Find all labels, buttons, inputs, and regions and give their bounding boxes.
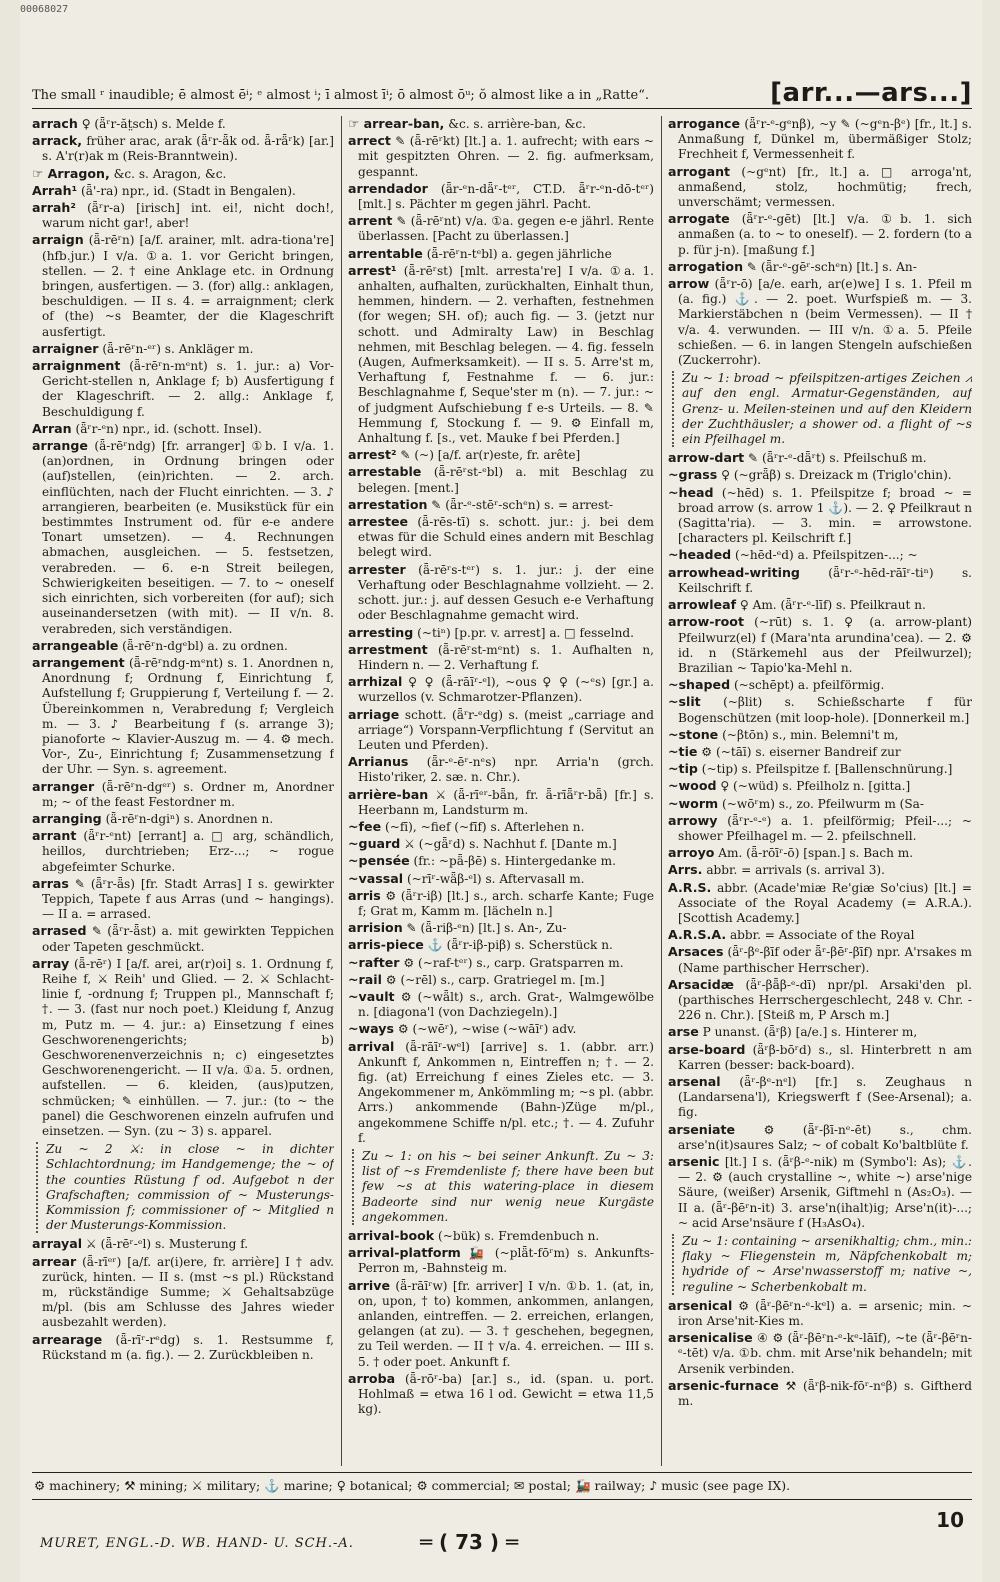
entry-definition: (ǟ-rīᵉʳ) [a/f. ar(i)ere, fr. arrière] I † adv. zurück, hinten. — II s. (mst ~s pl.) Rückstand m, rückständige Summe; ⚔ Gehaltsabzüge m/pl. (bis am Schlusse des Jahres wieder ausbezahlt werden). [42, 1254, 334, 1330]
dictionary-entry [348, 464, 654, 495]
dictionary-entry [668, 276, 972, 368]
headword: ~vault [348, 988, 395, 1004]
headword: arrect [348, 133, 391, 149]
dictionary-entry [348, 871, 654, 887]
entry-definition: (ǟ-rēʳn-dgiⁿ) s. Anordnen n. [105, 811, 274, 826]
headword: arrearage [32, 1331, 103, 1347]
entry-definition: (fr.: ~pǟ-βē) s. Hintergedanke m. [413, 854, 616, 869]
dictionary-entry [348, 562, 654, 624]
dictionary-entry [668, 211, 972, 258]
headword: arrival-book [348, 1228, 435, 1244]
entry-definition: Zu ~ 1: containing ~ arsenikhaltig; chm., min.: flaky ~ Fliegenstein m, Näpfchenkobalt m; hydride of ~ Arse'nwasserstoff m; native ~, reguline ~ Scherbenkobalt m. [682, 1234, 972, 1294]
dictionary-entry [348, 972, 654, 988]
headword: A.R.S. [668, 879, 712, 895]
entry-definition: (ǟ'-ra) npr., id. (Stadt in Bengalen). [81, 183, 296, 198]
headword: Arsaces [668, 944, 724, 960]
entry-definition: ⚙ (~tāī) s. eiserner Bandreif zur [701, 744, 901, 759]
entry-definition: (ǟʳr-a) [irisch] int. ei!, nicht doch!, warum nicht gar!, aber! [42, 201, 334, 231]
entry-definition: (~wōʳm) s., zo. Pfeilwurm m (Sa- [722, 796, 924, 811]
dictionary-entry [32, 811, 334, 827]
entry-definition: (ǟr-ᵉn-dǟʳ-tᵉʳ, CT.D. ǟʳr-ᵉn-dō-tᵉʳ) [mlt.] s. Pächter m gegen jährl. Pacht. [358, 181, 654, 212]
entry-definition: abbr. = Associate of the Royal [729, 928, 915, 943]
dictionary-entry [348, 920, 654, 936]
headword: ~tie [668, 743, 698, 759]
page-number: ═ ( 73 ) ═ [420, 1530, 519, 1554]
headword: arrowleaf [668, 597, 737, 613]
entry-definition: (ǟ-rēʳn-dgᵉbl) a. zu ordnen. [122, 638, 288, 653]
entry-definition: (ǟʳr-ᵉ-hēd-rāīʳ-tiⁿ) s. Keilschrift f. [678, 565, 972, 595]
headword: arrayal [32, 1236, 83, 1252]
entry-definition: schott. (ǟʳr-ᵉdg) s. (meist „carriage and arriage“) Vorspann-Verpflichtung f (Servitut an Leuten und Pferden). [358, 707, 654, 752]
headword: arrive [348, 1277, 390, 1293]
entry-definition: ✎ (ǟ-riβ-ᵉn) [lt.] s. An-, Zu- [406, 921, 567, 936]
headword: arsenal [668, 1073, 721, 1089]
entry-definition: &c. s. arrière-ban, &c. [448, 117, 586, 131]
dictionary-entry [668, 1122, 972, 1153]
dictionary-entry [348, 1039, 654, 1146]
dictionary-entry [348, 707, 654, 754]
column-divider [341, 116, 342, 1466]
headword: arrow-root [668, 614, 744, 630]
headword: arroba [348, 1370, 396, 1386]
headword: arsenic-furnace [668, 1377, 779, 1393]
headword: arrant [32, 828, 77, 844]
dictionary-entry [348, 989, 654, 1020]
entry-definition: Am. (ǟ-rōīʳ-ō) [span.] s. Bach m. [718, 846, 914, 861]
dictionary-entry [32, 1254, 334, 1331]
entry-definition: ⚔ (~gǟʳd) s. Nachhut f. [Dante m.] [404, 837, 617, 852]
headword: arrestment [348, 641, 428, 657]
dictionary-page [20, 0, 982, 1582]
entry-definition: (ǟʳr-ᵉ-ᵉ) a. 1. pfeilförmig; Pfeil-...; ~ shower Pfeilhagel m. — 2. pfeilschnell. [678, 813, 972, 843]
column-2 [348, 116, 654, 1466]
headword: array [32, 955, 70, 971]
entry-definition: früher arac, arak (ǟʳr-ǟk od. ǟ-rǟʳk) [ar.] s. A'r(r)ak m (Reis-Branntwein). [42, 134, 334, 164]
entry-definition: (ǟ-rēʳst-mᵉnt) s. 1. Aufhalten n, Hindern n. — 2. Verhaftung f. [358, 642, 654, 672]
headword: arras [32, 875, 69, 891]
dictionary-entry [32, 341, 334, 357]
dictionary-entry [668, 694, 972, 725]
entry-definition: ⚙ (ǟʳr-iβ) [lt.] s., arch. scharfe Kante; Fuge f; Grat m, Kamm m. [lächeln n.] [358, 888, 654, 918]
column-divider [661, 116, 662, 1466]
dictionary-entry [668, 467, 972, 483]
entry-definition: 🚂 (~plǟt-fōʳm) s. Ankunfts-Perron m, -Bahnsteig m. [358, 1246, 654, 1276]
headword: arse [668, 1024, 699, 1040]
dictionary-entry [668, 845, 972, 861]
headword: arsenic [668, 1154, 720, 1169]
dictionary-entry [348, 642, 654, 673]
entry-definition: ⚙ (~wǟlt) s., arch. Grat-, Walmgewölbe n. [diagona'l (von Dachziegeln).] [358, 989, 654, 1020]
headword: arrogant [668, 163, 731, 179]
headword: arrentable [348, 245, 423, 261]
headword: arrestation [348, 496, 428, 512]
dictionary-entry [668, 880, 972, 927]
entry-definition: (ǟ-rēs-tī) s. schott. jur.: j. bei dem etwas für die Schuld eines andern mit Beschlag belegt wird. [358, 515, 654, 560]
headword: arrhizal [348, 674, 403, 690]
dictionary-entry [668, 547, 972, 563]
entry-definition: (ǟ-rēʳn-tᵉbl) a. gegen jährliche [426, 246, 612, 261]
headword: arrange [32, 438, 88, 454]
entry-definition: ⚓ (ǟʳr-iβ-piβ) s. Scherstück n. [427, 938, 613, 953]
symbol-legend: ⚙ machinery; ⚒ mining; ⚔ military; ⚓ marine; ♀ botanical; ⚙ commercial; ✉ postal; 🚂 railway; ♪ music (see page IX). [34, 1478, 791, 1493]
headword: arrival-platform [348, 1245, 461, 1261]
headword: ☞ arrear-ban, [348, 116, 445, 131]
dictionary-entry [32, 116, 334, 132]
dictionary-entry [348, 263, 654, 446]
dictionary-entry [348, 1245, 654, 1276]
entry-definition: (ǟ-rēʳn) [a/f. arainer, mlt. adra-tiona're](hfb.jur.) I v/a. ①a. 1. vor Gericht bringen, stellen. — 2. † eine Anklage etc. in Ordnung bringen, ausfertigen. — 3. (for) allg.: anklagen, beschuldigen. — II s. 4. = arraignment; clerk of (the) ~s Beamter, der die Klageschrift ausfertigt. [42, 233, 334, 339]
dictionary-entry [668, 761, 972, 777]
entry-definition: ⚙ (ǟʳ-βī-nᵉ-ēt) s., chm. arse'n(it)saures Salz; ~ of cobalt Ko'baltblüte f. [678, 1122, 972, 1152]
entry-definition: (ǟʳ-βǟβ-ᵉ-dī) npr/pl. Arsaki'den pl. (parthisches Herrschergeschlecht, 248 v. Chr. - 226 n. Chr.). [Steiß m, P Arsch m.] [678, 977, 972, 1023]
dictionary-entry [348, 447, 654, 463]
headword: ~slit [668, 694, 701, 710]
dictionary-entry [668, 677, 972, 693]
entry-definition: ✎ (ǟʳr-ᵉ-dǟʳt) s. Pfeilschuß m. [748, 451, 927, 466]
entry-definition: abbr. = arrivals (s. arrival 3). [706, 863, 885, 878]
entry-definition: ⚔ (ǟ-rīᵉʳ-bǟn, fr. ǟ-rīǟʳr-bǟ) [fr.] s. Heerbann m, Landsturm m. [358, 787, 654, 817]
entry-definition: (ǟ-rāīʳ-wᵉl) [arrive] s. 1. (abbr. arr.) Ankunft f, Ankommen n, Eintreffen n; †. — 2. fig. (at) Erreichung f eines Zieles etc. — 3. Angekommener m, Ankömmling m; ~s pl. (abbr. Arrs.) ankommende (Bahn-)Züge m/pl., angekommene Schiffe n/pl. etc.; †. — 4. Zufuhr f. [358, 1039, 654, 1145]
entry-definition: [lt.] I s. (ǟʳβ-ᵉ-nik) m (Symbo'l: As); ⚓. — 2. ⚙ (auch crystalline ~, white ~) arse'nige Säure, (weißer) Arsenik, Giftmehl n (As₂O₃). — II a. (ǟʳ-βēʳn-it) 3. arse'n(ihalt)ig; Arse'n(it)-...; ~ acid Arse'nsäure f (H₃AsO₄). [678, 1155, 972, 1230]
dictionary-entry [668, 977, 972, 1024]
headword: ~guard [348, 836, 401, 852]
dictionary-entry [668, 1378, 972, 1409]
headword: ~worm [668, 795, 719, 811]
dictionary-entry [32, 923, 334, 954]
headword: arrased [32, 923, 87, 939]
headword: Arran [32, 420, 72, 436]
dictionary-entry [668, 565, 972, 596]
dictionary-entry [668, 164, 972, 211]
entry-definition: (ǟʳr-ᵉn) npr., id. (schott. Insel). [75, 421, 262, 436]
dictionary-entry [32, 166, 334, 182]
headword: arrest¹ [348, 262, 397, 278]
dictionary-entry [348, 1278, 654, 1370]
dictionary-entry [32, 655, 334, 778]
usage-note [36, 1142, 334, 1233]
headword: ~ways [348, 1021, 395, 1037]
entry-definition: (~rūt) s. 1. ♀ (a. arrow-plant) Pfeilwurz(el) f (Mara'nta arundina'cea). — 2. ⚙ id. n (Stärkemehl aus der Pfeilwurzel); Brazilian ~ Tapio'ka-Mehl n. [678, 615, 972, 675]
dictionary-entry [348, 1228, 654, 1244]
entry-definition: ♀ ♀ (ǟ-rāīʳ-ᵉl), ~ous ♀ ♀ (~ᵉs) [gr.] a. wurzellos (v. Schmarotzer-Pflanzen). [358, 675, 654, 705]
entry-definition: ♀ Am. (ǟʳr-ᵉ-līf) s. Pfeilkraut n. [739, 598, 926, 613]
headword: ~rafter [348, 954, 400, 970]
headword: ~wood [668, 778, 717, 794]
dictionary-entry [348, 625, 654, 641]
headword: ~headed [668, 547, 732, 563]
dictionary-entry [668, 813, 972, 844]
entry-definition: (ǟ-rāīʳw) [fr. arriver] I v/n. ①b. 1. (at, in, on, upon, † to) kommen, ankommen, anlangen, anlanden, eintreffen. — 2. erreichen, erlangen, gelangen (at zu). — 3. † geschehen, begegnen, zu Teil werden. — II † v/a. 4. erreichen. — III s. 5. † oder poet. Ankunft f. [358, 1278, 654, 1369]
headword: ~vassal [348, 870, 404, 886]
entry-definition: (ǟr-ᵉ-ēʳ-nᵉs) npr. Arria'n (grch. Histo'riker, 2. sæ. n. Chr.). [358, 755, 654, 785]
dictionary-entry [668, 1298, 972, 1329]
dictionary-entry [348, 819, 654, 835]
headword: arsenical [668, 1297, 733, 1313]
dictionary-entry [668, 1074, 972, 1121]
dictionary-entry [668, 778, 972, 794]
entry-definition: (ǟ-rēʳs-tᵉʳ) s. 1. jur.: j. der eine Verhaftung oder Beschlagnahme vollzieht. — 2. schott. jur.: j. auf dessen Gesuch e-e Verhaftung oder Beschlagnahme gemacht wird. [358, 562, 654, 623]
dictionary-entry [668, 485, 972, 547]
headword: arrowhead-writing [668, 564, 800, 580]
dictionary-entry [32, 638, 334, 654]
headword: arrogance [668, 116, 741, 131]
headword: Arrs. [668, 862, 703, 878]
entry-definition: ⚙ (ǟʳ-βēʳn-ᵉ-kᵉl) a. = arsenic; min. ~ iron Arse'nit-Kies m. [678, 1298, 972, 1329]
dictionary-entry [348, 1371, 654, 1418]
headword: arrowy [668, 812, 718, 828]
headword: arrest² [348, 447, 397, 463]
entry-definition: ♀ (ǟʳr-ăt̤sch) s. Melde f. [81, 117, 226, 131]
headword: arrear [32, 1253, 77, 1269]
dictionary-entry [668, 614, 972, 676]
entry-definition: (ǟ-rēʳst-ᵉbl) a. mit Beschlag zu belegen. [ment.] [358, 465, 654, 495]
entry-definition: (ǟ-rēʳn-ᵉʳ) s. Ankläger m. [102, 341, 254, 356]
headword: arrière-ban [348, 786, 429, 802]
dictionary-entry [668, 259, 972, 275]
entry-definition: (ǟ-rēʳn-mᵉnt) s. 1. jur.: a) Vor-Gericht-stellen n, Anklage f; b) Ausfertigung f der Klageschrift. — 2. allg.: Anklage f, Beschuldigung f. [42, 359, 334, 419]
dictionary-entry [668, 116, 972, 163]
dictionary-entry [348, 1021, 654, 1037]
dictionary-entry [348, 246, 654, 262]
dictionary-entry [668, 1042, 972, 1073]
entry-definition: (ǟʳr-ō) [a/e. earh, ar(e)we] I s. 1. Pfeil m (a. fig.) ⚓. — 2. poet. Wurfspieß m. — 3. Markierstäbchen n (beim Vermessen). — II † v/a. 4. verwunden. — III v/n. ①a. 5. Pfeile schießen. — 6. in langen Stengeln aufschießen (Zuckerrohr). [678, 277, 972, 368]
entry-definition: ✎ (ǟr-ᵉ-stēʳ-schᵉn) s. = arrest- [431, 497, 614, 512]
headword: ~head [668, 484, 714, 500]
dictionary-entry [32, 779, 334, 810]
dictionary-entry [668, 744, 972, 760]
entry-definition: Zu ~ 1: broad ~ pfeilspitzen-artiges Zeichen ⩘ auf den engl. Armatur-Gegenständen, auf Grenz- u. Meilen-steinen und auf den Kleidern der Zuchthäusler; a shower od. a flight of ~s ein Pfeilhagel m. [682, 371, 972, 447]
dictionary-entry [32, 876, 334, 923]
dictionary-entry [348, 181, 654, 212]
headword: ~fee [348, 818, 382, 834]
dictionary-entry [348, 853, 654, 869]
headword: arrestee [348, 514, 409, 530]
headword: A.R.S.A. [668, 927, 727, 943]
headword: arroyo [668, 845, 715, 861]
headword: arriage [348, 706, 400, 722]
entry-definition: (ǟʳr-ᵉ-gᵉnβ), ~y ✎ (~gᵉn-βᵉ) [fr., lt.] s. Anmaßung f, Dünkel m, übermäßiger Stolz; Frechheit f, Vermessenheit f. [678, 117, 972, 162]
headword: Arsacidæ [668, 976, 734, 992]
dictionary-entry [348, 116, 654, 132]
dictionary-entry [668, 727, 972, 743]
dictionary-entry [32, 133, 334, 164]
headword: arresting [348, 624, 414, 640]
entry-definition: ✎ (ǟr-ᵉ-gēʳ-schᵉn) [lt.] s. An- [746, 259, 917, 274]
entry-definition: (ǟ-rēʳndg) [fr. arranger] ①b. I v/a. 1. (an)ordnen, in Ordnung bringen oder (auf)stellen, (ein)richten. — 2. arch. einflüchten, nach der Flucht einrichten. — 3. ♪ arrangieren, bearbeiten (e. Musikstück für ein bestimmtes Instrument od. für e-e andere Tonart umsetzen). — 4. Rechnungen abmachen, ausgleichen. — 5. festsetzen, verabreden. — 6. e-n Streit beilegen, Schwierigkeiten beseitigen. — 7. to ~ oneself sich einrichten, sich vorbereiten (for auf); sich auseinandersetzen (with mit). — II v/n. 8. verabreden, sich verständigen. [42, 439, 334, 636]
signature-number: 10 [936, 1508, 964, 1532]
headword: arrangement [32, 654, 125, 670]
headword: arrangeable [32, 637, 119, 653]
entry-definition: (ǟʳr-ᵉ-gēt) [lt.] v/a. ①b. 1. sich anmaßen (a. to ~ to oneself). — 2. fordern (to a p. für j-n). [maßung f.] [678, 212, 972, 257]
headword: ~tip [668, 761, 698, 777]
dictionary-entry [348, 888, 654, 919]
imprint: MURET, ENGL.-D. WB. HAND- U. SCH.-A. [40, 1536, 354, 1551]
headword: Arrah¹ [32, 182, 78, 198]
usage-note [352, 1149, 654, 1225]
page-range: [arr...—ars...] [770, 78, 972, 108]
dictionary-entry [348, 836, 654, 852]
entry-definition: (ǟʳ-βᵉ-βīf oder ǟʳ-βēʳ-βīf) npr. A'rsakes m (Name parthischer Herrscher). [678, 945, 972, 975]
pronunciation-note: The small ʳ inaudible; ē almost ēⁱ; ᵉ almost ⁱ; ī almost īⁱ; ō almost ōᵘ; ŏ almost like a in „Ratte“. [32, 88, 649, 103]
entry-definition: ✎ (ǟʳr-ǟst) a. mit gewirkten Teppichen oder Tapeten geschmückt. [42, 924, 334, 954]
page-footer [32, 1472, 972, 1500]
headword: arris-piece [348, 937, 424, 953]
entry-definition: (ǟ-rēʳst) [mlt. arresta're] I v/a. ①a. 1. anhalten, aufhalten, zurückhalten, Einhalt thun, hemmen, hindern. — 2. verhaften, festnehmen (for wegen; SH. of); auch fig. — 3. (jetzt nur schott. und Admiralty Law) in Beschlag nehmen, mit Beschlag belegen. — 4. fig. fesseln (Augen, Aufmerksamkeit). — II s. 5. Arre'st m, Verhaftung f, Festnahme f. — 6. jur.: Beschlagnahme f, Seque'ster m (n). — 7. jur.: ~ of judgment Aufschiebung f e-s Urteils. — 8. ✎ Hemmung f, Stockung f. — 9. ⚙ Einfall m, Anhaltung f. [s., vet. Mauke f bei Pferden.] [358, 263, 654, 446]
column-3 [668, 116, 972, 1466]
headword: arrah² [32, 200, 76, 216]
headword: arris [348, 887, 381, 903]
dictionary-entry [32, 1332, 334, 1363]
entry-definition: (ǟʳβ-bōʳd) s., sl. Hinterbrett n am Karren (besser: back-board). [678, 1042, 972, 1072]
headword: ~grass [668, 467, 718, 483]
headword: arrack, [32, 133, 83, 149]
entry-definition: (ǟ-rēʳndg-mᵉnt) s. 1. Anordnen n, Anordnung f; Ordnung f, Einrichtung f, Aufstellung f; Gruppierung f, Verteilung f. — 2. Übereinkommen n, Verabredung f; Vergleich m. — 3. ♪ Bearbeitung f (s. arrange 3); pianoforte ~ Klavier-Auszug m. — 4. ⚙ mech. Vor-, Zu-, Einrichtung f; Zusammensetzung f der Uhr. — Syn. s. agreement. [42, 655, 334, 777]
dictionary-entry [668, 944, 972, 975]
dictionary-entry [348, 754, 654, 785]
entry-definition: Zu ~ 2 ⚔: in close ~ in dichter Schlachtordnung; im Handgemenge; the ~ of the counties Rüstung f od. Aufgebot n der Grafschaften; commission of ~ Musterungs-Kommission f; commissioner of ~ Mitglied n der Musterungs-Kommission. [46, 1142, 334, 1233]
entry-definition: abbr. (Acade'miæ Re'giæ So'cius) [lt.] = Associate of the Royal Academy (= A.R.A.). [Scottish Academy.] [678, 880, 972, 925]
entry-definition: ⚙ (~raf-tᵉʳ) s., carp. Gratsparren m. [403, 955, 624, 970]
headword: arrogation [668, 258, 744, 274]
entry-definition: ⚙ (~rēl) s., carp. Gratriegel m. [m.] [385, 972, 605, 987]
entry-definition: &c. s. Aragon, &c. [113, 166, 227, 181]
dictionary-entry [348, 674, 654, 705]
headword: arranger [32, 778, 95, 794]
dictionary-entry [668, 1024, 972, 1040]
headword: arrestable [348, 464, 422, 480]
dictionary-entry [668, 862, 972, 878]
dictionary-entry [32, 183, 334, 199]
dictionary-entry [32, 232, 334, 339]
dictionary-entry [668, 927, 972, 943]
entry-definition: ✎ (ǟʳr-ǟs) [fr. Stadt Arras] I s. gewirkter Teppich, Tapete f aus Arras (und ~ hangings). — II a. = arrased. [42, 876, 334, 922]
entry-definition: ④ ⚙ (ǟʳ-βēʳn-ᵉ-kᵉ-lāīf), ~te (ǟʳ-βēʳn-ᵉ-tēt) v/a. ①b. chm. mit Arse'nik behandeln; mit Arsenik verbinden. [678, 1331, 972, 1376]
entry-definition: (~schēpt) a. pfeilförmig. [733, 678, 885, 693]
headword: arrach [32, 116, 78, 131]
dictionary-entry [32, 828, 334, 875]
headword: arrent [348, 213, 393, 229]
dictionary-entry [32, 438, 334, 637]
headword: ~pensée [348, 853, 410, 869]
dictionary-entry [348, 937, 654, 953]
entry-definition: (ǟ-rēʳ) I [a/f. arei, ar(r)oi] s. 1. Ordnung f, Reihe f, ⚔ Reih' und Glied. — 2. ⚔ Schlacht-linie f, -ordnung f; Truppen pl., Mannschaft f; †. — 3. (fast nur noch poet.) Kleidung f, Anzug m, Putz m. — 4. jur.: a) Einsetzung f eines Geschworenengerichts; b) Geschworenenverzeichnis n; c) eingesetztes Geschworenengericht. — II v/a. ①a. 5. ordnen, aufstellen. — 6. kleiden, (aus)putzen, schmücken; ✎ einhüllen. — 7. jur.: (to ~ the panel) die Geschworenen einzeln aufrufen und einsetzen. — Syn. (zu ~ 3) s. apparel. [42, 956, 334, 1138]
headword: arrision [348, 920, 403, 936]
dictionary-entry [32, 358, 334, 420]
headword: ~shaped [668, 677, 731, 693]
entry-definition: (~bük) s. Fremdenbuch n. [438, 1229, 600, 1244]
entry-definition: ⚔ (ǟ-rēʳ-ᵉl) s. Musterung f. [85, 1237, 249, 1252]
headword: arranging [32, 810, 102, 826]
entry-definition: ✎ (ǟ-rēʳkt) [lt.] a. 1. aufrecht; with ears ~ mit gespitzten Ohren. — 2. fig. aufmerksam, gespannt. [358, 134, 654, 179]
entry-definition: ⚙ (~wēʳ), ~wise (~wāīʳ) adv. [397, 1022, 577, 1037]
column-1 [32, 116, 334, 1466]
dictionary-entry [32, 1236, 334, 1252]
entry-definition: (ǟʳ-βᵉ-nᵉl) [fr.] s. Zeughaus n (Landarsena'l), Kriegswerft f (See-Arsenal); a. fig. [678, 1074, 972, 1120]
headword: arrogate [668, 211, 730, 227]
entry-definition: (~hēd) s. 1. Pfeilspitze f; broad ~ = broad arrow (s. arrow 1 ⚓). — 2. ♀ Pfeilkraut n (Sagitta'ria). — 3. min. = arrowstone. [characters pl. Keilschrift f.] [678, 485, 972, 546]
headword: arrester [348, 561, 406, 577]
entry-definition: (~rīʳ-wǟβ-ᵉl) s. Aftervasall m. [406, 871, 585, 886]
dictionary-entry [348, 787, 654, 818]
usage-note [672, 1234, 972, 1295]
entry-definition: (ǟ-rōʳ-ba) [ar.] s., id. (span. u. port. Hohlmaß = etwa 16 l od. Gewicht = etwa 11,5 kg). [358, 1371, 654, 1417]
entry-definition: (~tip) s. Pfeilspitze f. [Ballenschnürung.] [701, 762, 953, 777]
headword: arraign [32, 232, 84, 248]
dictionary-entry [668, 597, 972, 613]
entry-definition: (~βlit) s. Schießscharte f für Bogenschützen (mit loop-hole). [Donnerkeil m.] [678, 695, 972, 725]
scan-id: 00068027 [20, 4, 69, 15]
dictionary-entry [348, 133, 654, 180]
entry-definition: (~gᵉnt) [fr., lt.] a. □ arroga'nt, anmaßend, stolz, hochmütig; frech, unverschämt; vermessen. [678, 164, 972, 210]
headword: arraigner [32, 340, 99, 356]
headword: ~stone [668, 726, 719, 742]
entry-definition: (ǟʳr-ᵉnt) [errant] a. □ arg, schändlich, heillos, durchtrieben; Erz-...; ~ rogue abgefeimter Schurke. [42, 829, 334, 874]
dictionary-columns [32, 116, 972, 1466]
headword: Arrianus [348, 754, 409, 770]
dictionary-entry [348, 514, 654, 561]
dictionary-entry [668, 1154, 972, 1231]
headword: arrival [348, 1038, 395, 1054]
headword: arraignment [32, 358, 121, 374]
headword: ☞ Arragon, [32, 165, 110, 181]
dictionary-entry [668, 1330, 972, 1377]
headword: arrow-dart [668, 450, 745, 466]
entry-definition: ♀ (~wüd) s. Pfeilholz n. [gitta.] [720, 779, 911, 794]
dictionary-entry [348, 497, 654, 513]
entry-definition: ⚒ (ǟʳβ-nik-fōʳ-nᵉβ) s. Giftherd m. [678, 1378, 972, 1409]
entry-definition: ✎ (~) [a/f. ar(r)este, fr. arête] [400, 448, 581, 463]
dictionary-entry [32, 956, 334, 1139]
headword: arse-board [668, 1041, 746, 1057]
dictionary-entry [348, 213, 654, 244]
entry-definition: ✎ (ǟ-rēʳnt) v/a. ①a. gegen e-e jährl. Rente überlassen. [Pacht zu überlassen.] [358, 214, 654, 244]
entry-definition: P unanst. (ǟʳβ) [a/e.] s. Hinterer m, [702, 1025, 918, 1040]
entry-definition: (~tiⁿ) [p.pr. v. arrest] a. □ fesselnd. [417, 625, 634, 640]
dictionary-entry [668, 450, 972, 466]
entry-definition: (~hēd-ᵉd) a. Pfeilspitzen-...; ~ [735, 548, 918, 563]
dictionary-entry [668, 796, 972, 812]
entry-definition: Zu ~ 1: on his ~ bei seiner Ankunft. Zu ~ 3: list of ~s Fremdenliste f; there have been but few ~s at this watering-place in diesem Badeorte sind nur wenig neue Kurgäste angekommen. [362, 1149, 654, 1224]
entry-definition: (ǟ-rīʳ-rᵉdg) s. 1. Restsumme f, Rückstand m (a. fig.). — 2. Zurückbleiben n. [42, 1332, 334, 1362]
usage-note [672, 371, 972, 447]
page-header [32, 80, 972, 109]
headword: arrow [668, 276, 710, 292]
entry-definition: (ǟ-rēʳn-dgᵉʳ) s. Ordner m, Anordner m; ~ of the feast Festordner m. [42, 779, 334, 809]
headword: arrendador [348, 180, 428, 196]
dictionary-entry [348, 955, 654, 971]
entry-definition: ♀ (~grǟβ) s. Dreizack m (Triglo'chin). [721, 468, 952, 483]
dictionary-entry [32, 200, 334, 231]
headword: arseniate [668, 1121, 736, 1137]
dictionary-entry [32, 421, 334, 437]
entry-definition: (~fī), ~fief (~fīf) s. Afterlehen n. [384, 819, 585, 834]
headword: ~rail [348, 971, 382, 987]
headword: arsenicalise [668, 1330, 753, 1346]
entry-definition: (~βtōn) s., min. Belemni't m, [722, 727, 899, 742]
